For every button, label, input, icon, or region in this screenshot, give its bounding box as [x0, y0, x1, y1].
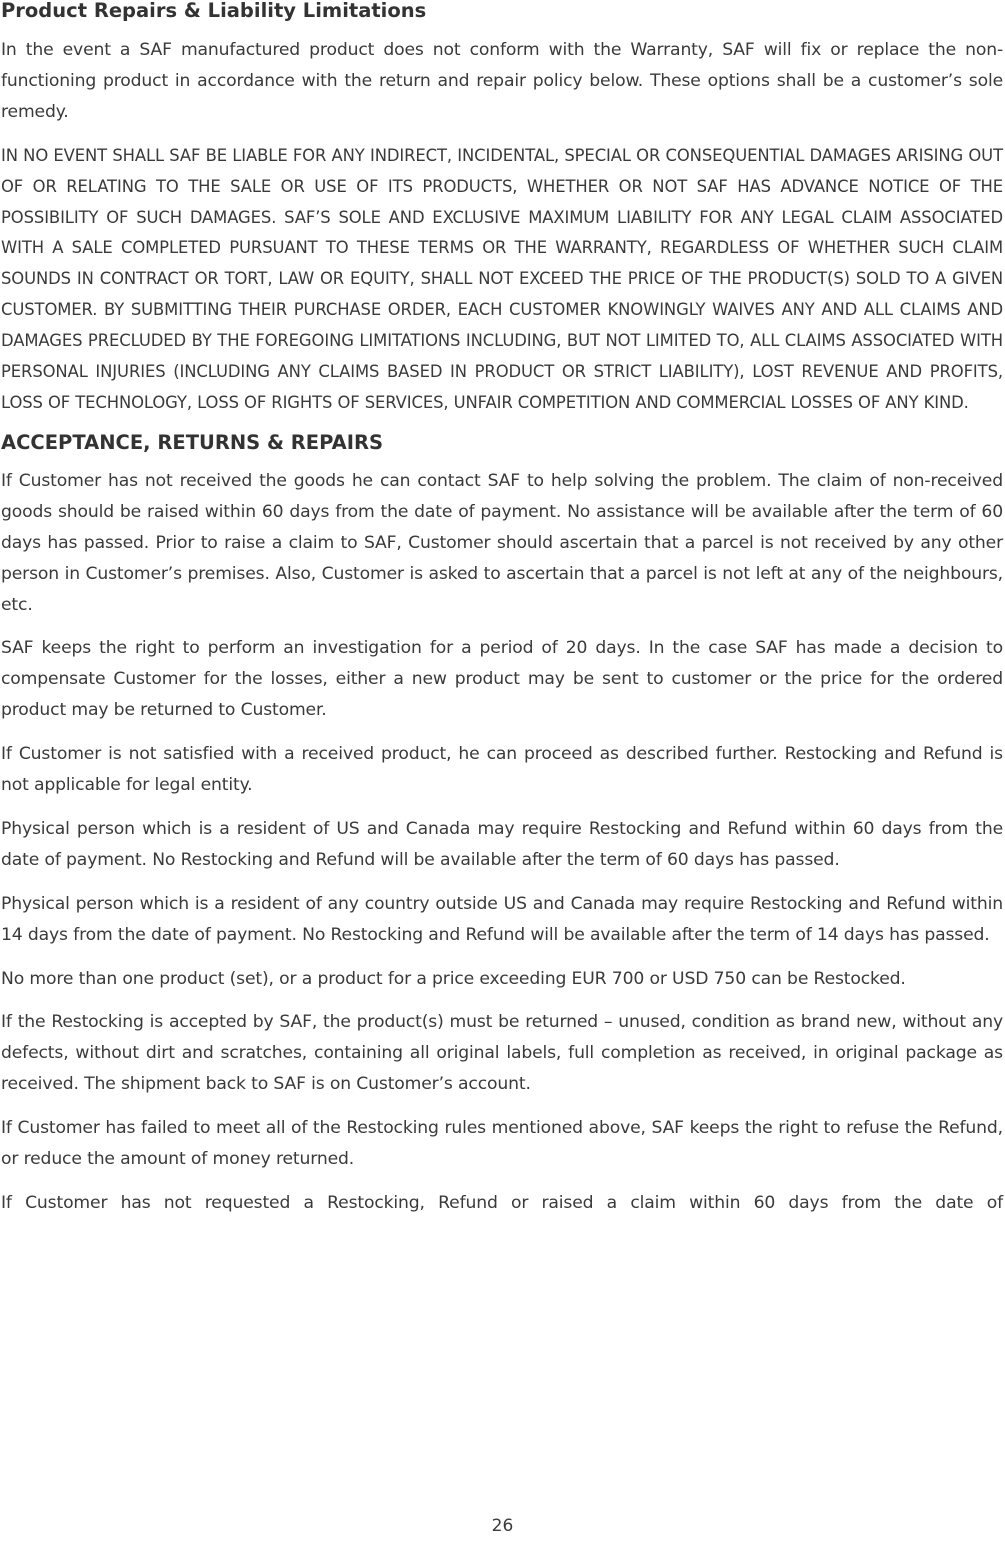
paragraph-refund-refusal: If Customer has failed to meet all of the Restocking rules mentioned above, SAF keeps the right to refuse the Refund, or reduce the amount of money returned. — [1, 1118, 1003, 1170]
section-heading-acceptance-returns: ACCEPTANCE, RETURNS & REPAIRS — [1, 430, 384, 454]
paragraph-request-deadline: If Customer has not requested a Restocking, Refund or raised a claim within 60 days from the date of — [1, 1193, 1003, 1213]
paragraph-sole-remedy: In the event a SAF manufactured product does not conform with the Warranty, SAF will fix or replace the non-functioning product in accordance with the return and repair policy below. These options shall be a customer’s sole remedy. — [1, 40, 1003, 122]
paragraph-outside-us-canada-restocking: Physical person which is a resident of any country outside US and Canada may require Restocking and Refund within 14 days from the date of payment. No Restocking and Refund will be available after the term of 14 days has passed. — [1, 893, 1003, 945]
paragraph-liability-limitations: IN NO EVENT SHALL SAF BE LIABLE FOR ANY INDIRECT, INCIDENTAL, SPECIAL OR CONSEQUENTIAL DAMAGES ARISING OUT OF OR RELATING TO THE SALE OR USE OF ITS PRODUCTS, WHETHER OR NOT SAF HAS ADVANCE NOTICE OF THE POSSIBILITY OF SUCH DAMAGES. SAF’S SOLE AND EXCLUSIVE MAXIMUM LIABILITY FOR ANY LEGAL CLAIM ASSOCIATED WITH A SALE COMPLETED PURSUANT TO THESE TERMS OR THE WARRANTY, REGARDLESS OF WHETHER SUCH CLAIM SOUNDS IN CONTRACT OR TORT, LAW OR EQUITY, SHALL NOT EXCEED THE PRICE OF THE PRODUCT(S) SOLD TO A GIVEN CUSTOMER. BY SUBMITTING THEIR PURCHASE ORDER, EACH CUSTOMER KNOWINGLY WAIVES ANY AND ALL CLAIMS AND DAMAGES PRECLUDED BY THE FOREGOING LIMITATIONS INCLUDING, BUT NOT LIMITED TO, ALL CLAIMS ASSOCIATED WITH PERSONAL INJURIES (INCLUDING ANY CLAIMS BASED IN PRODUCT OR STRICT LIABILITY), LOST REVENUE AND PROFITS, LOSS OF TECHNOLOGY, LOSS OF RIGHTS OF SERVICES, UNFAIR COMPETITION AND COMMERCIAL LOSSES OF ANY KIND. — [1, 145, 1003, 412]
section-heading-product-repairs: Product Repairs & Liability Limitations — [1, 0, 427, 22]
paragraph-non-received-goods: If Customer has not received the goods he can contact SAF to help solving the problem. The claim of non-received goods should be raised within 60 days from the date of payment. No assistance will be available after the term of 60 days has passed. Prior to raise a claim to SAF, Customer should ascertain that a parcel is not received by any other person in Customer’s premises. Also, Customer is asked to ascertain that a parcel is not left at any of the neighbours, etc. — [1, 470, 1003, 615]
paragraph-not-satisfied: If Customer is not satisfied with a received product, he can proceed as described further. Restocking and Refund is not applicable for legal entity. — [1, 744, 1003, 796]
paragraph-us-canada-restocking: Physical person which is a resident of US and Canada may require Restocking and Refund within 60 days from the date of payment. No Restocking and Refund will be available after the term of 60 days has passed. — [1, 818, 1003, 870]
paragraph-return-conditions: If the Restocking is accepted by SAF, the product(s) must be returned – unused, condition as brand new, without any defects, without dirt and scratches, containing all original labels, full completion as received, in original package as received. The shipment back to SAF is on Customer’s account. — [1, 1012, 1003, 1095]
page-content — [1, 0, 1003, 1232]
paragraph-investigation: SAF keeps the right to perform an investigation for a period of 20 days. In the case SAF has made a decision to compensate Customer for the losses, either a new product may be sent to customer or the price for the ordered product may be returned to Customer. — [1, 638, 1003, 721]
page-number: 26 — [491, 1516, 514, 1536]
paragraph-restocking-limit: No more than one product (set), or a product for a price exceeding EUR 700 or USD 750 can be Restocked. — [1, 968, 906, 989]
